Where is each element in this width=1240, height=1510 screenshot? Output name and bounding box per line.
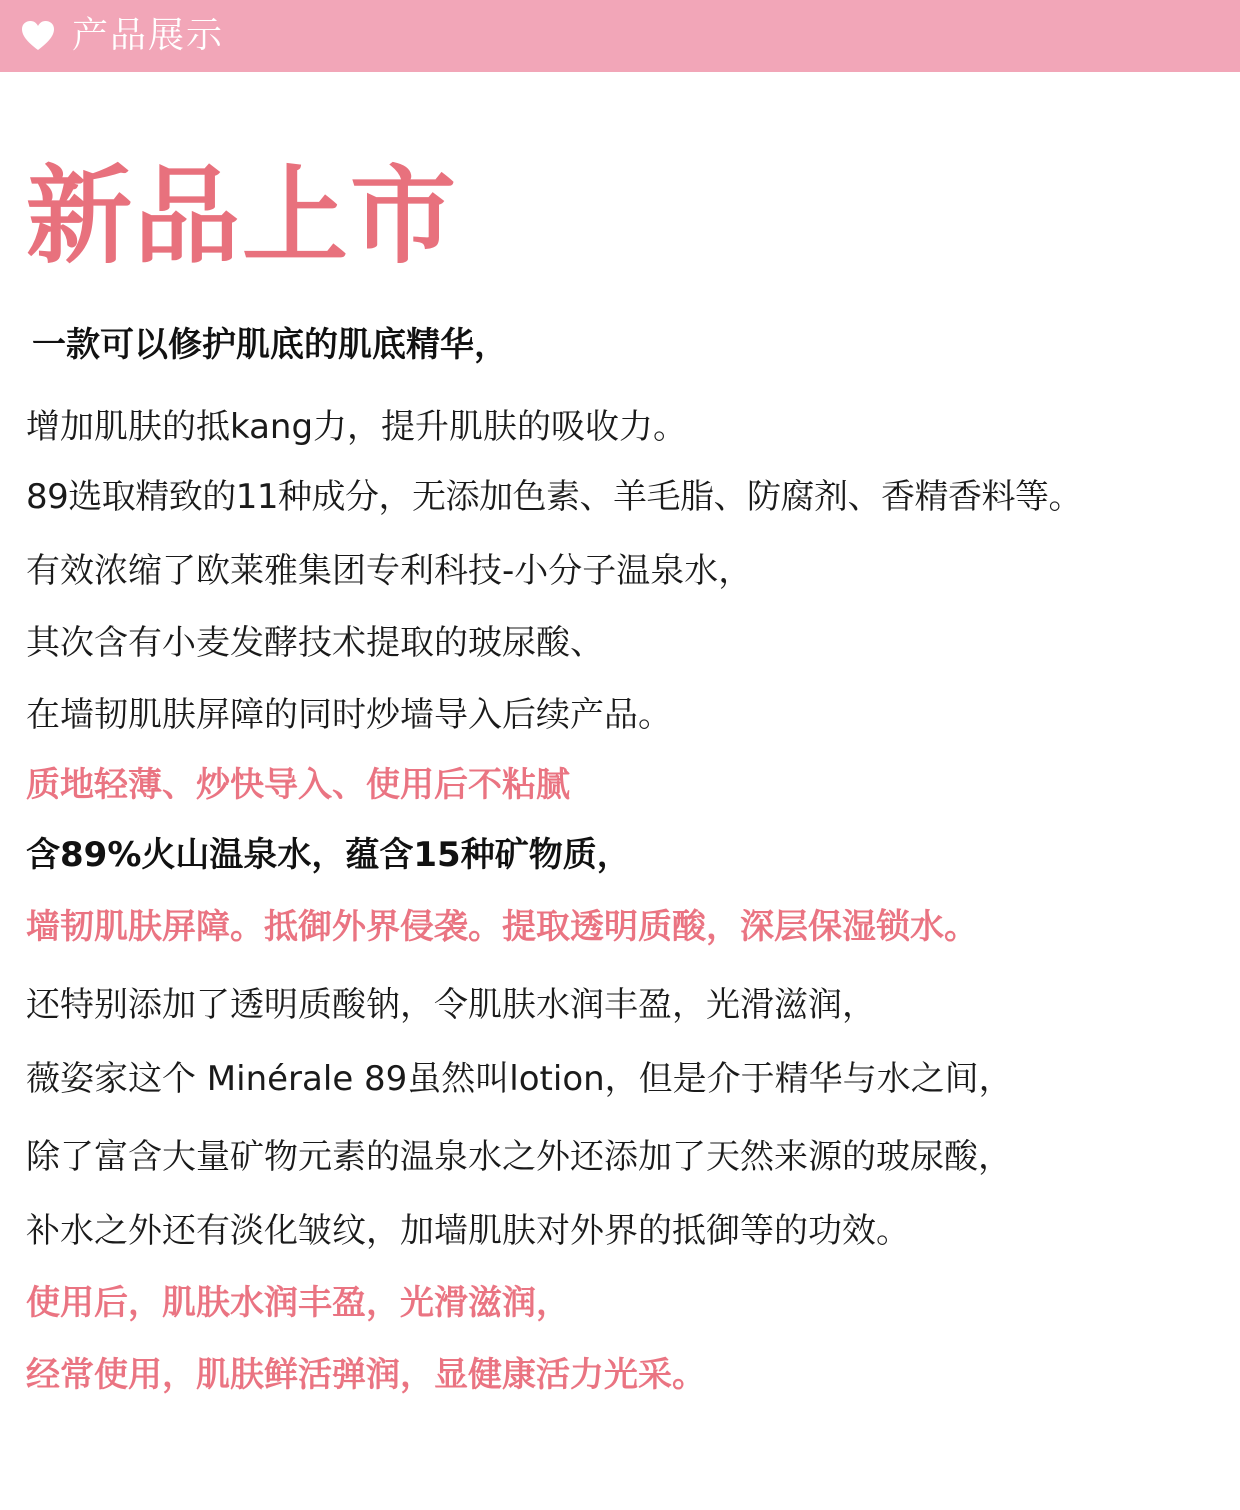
highlight-line: 质地轻薄、炒快导入、使用后不粘腻 xyxy=(26,765,570,805)
section-title: 产品展示 xyxy=(72,15,225,56)
description-line: 一款可以修护肌底的肌底精华， xyxy=(32,325,508,365)
highlight-line: 使用后，肌肤水润丰盈，光滑滋润， xyxy=(26,1283,570,1323)
description-line: 薇姿家这个 Minérale 89虽然叫lotion，但是介于精华与水之间， xyxy=(26,1059,1013,1099)
header-bar xyxy=(0,0,1240,72)
description-line: 其次含有小麦发酵技术提取的玻尿酸、 xyxy=(26,623,604,663)
description-line: 还特别添加了透明质酸钠，令肌肤水润丰盈，光滑滋润， xyxy=(26,985,876,1025)
description-line: 补水之外还有淡化皱纹，加墙肌肤对外界的抵御等的功效。 xyxy=(26,1211,910,1251)
description-line: 含89%火山温泉水，蕴含15种矿物质， xyxy=(26,835,631,875)
description-line: 在墙韧肌肤屏障的同时炒墙导入后续产品。 xyxy=(26,695,672,735)
headline: 新品上市 xyxy=(26,155,458,278)
heart-icon xyxy=(20,18,56,54)
description-line: 89选取精致的11种成分，无添加色素、羊毛脂、防腐剂、香精香料等。 xyxy=(26,477,1083,517)
description-line: 有效浓缩了欧莱雅集团专利科技-小分子温泉水， xyxy=(26,551,753,591)
description-line: 除了富含大量矿物元素的温泉水之外还添加了天然来源的玻尿酸， xyxy=(26,1137,1012,1177)
description-line: 增加肌肤的抵kang力，提升肌肤的吸收力。 xyxy=(26,407,688,447)
highlight-line: 经常使用，肌肤鲜活弹润，显健康活力光采。 xyxy=(26,1355,706,1395)
highlight-line: 墙韧肌肤屏障。抵御外界侵袭。提取透明质酸，深层保湿锁水。 xyxy=(26,907,978,947)
